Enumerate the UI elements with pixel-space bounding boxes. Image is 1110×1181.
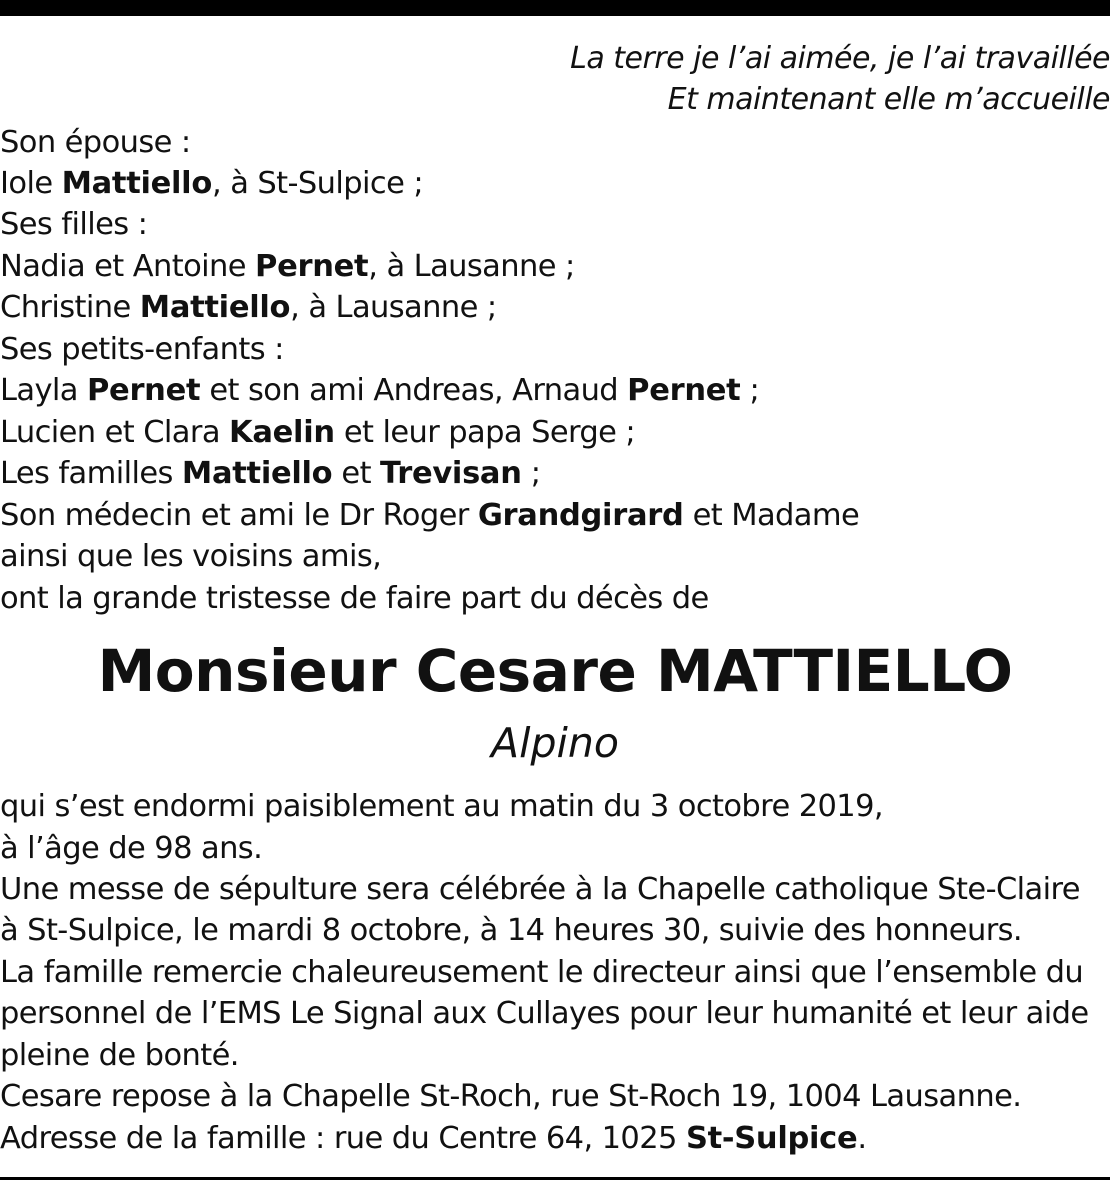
family-line: Ses petits-enfants :	[0, 332, 284, 367]
surname: Trevisan	[380, 456, 522, 491]
surname: Pernet	[627, 373, 741, 408]
family-line: Son épouse :	[0, 125, 191, 160]
surname: Mattiello	[61, 166, 212, 201]
surname: Grandgirard	[477, 498, 684, 533]
details-line: à St-Sulpice, le mardi 8 octobre, à 14 heures 30, suivie des honneurs.	[0, 913, 1023, 948]
surname: Pernet	[255, 249, 369, 284]
epigraph-line: Et maintenant elle m’accueille	[667, 82, 1110, 117]
family-line: Lucien et Clara Kaelin et leur papa Serge ;	[0, 415, 636, 450]
family-line: Son médecin et ami le Dr Roger Grandgirard et Madame	[0, 498, 860, 533]
epigraph-line: La terre je l’ai aimée, je l’ai travaillée	[570, 41, 1110, 76]
details-line: Adresse de la famille : rue du Centre 64, 1025 St-Sulpice.	[0, 1121, 867, 1156]
epigraph	[0, 38, 1110, 120]
details-line: qui s’est endormi paisiblement au matin du 3 octobre 2019,	[0, 789, 884, 824]
family-line: Christine Mattiello, à Lausanne ;	[0, 290, 497, 325]
details-line: personnel de l’EMS Le Signal aux Cullayes pour leur humanité et leur aide	[0, 996, 1089, 1031]
surname: Pernet	[87, 373, 201, 408]
family-line: Ses filles :	[0, 207, 148, 242]
family-line: Iole Mattiello, à St-Sulpice ;	[0, 166, 424, 201]
family-line: ainsi que les voisins amis,	[0, 539, 382, 574]
family-line: Nadia et Antoine Pernet, à Lausanne ;	[0, 249, 575, 284]
family-line: Layla Pernet et son ami Andreas, Arnaud Pernet ;	[0, 373, 760, 408]
family-line: Les familles Mattiello et Trevisan ;	[0, 456, 541, 491]
details-line: Une messe de sépulture sera célébrée à la Chapelle catholique Ste-Claire	[0, 872, 1080, 907]
surname: Mattiello	[181, 456, 333, 491]
surname: Mattiello	[139, 290, 291, 325]
top-rule	[0, 0, 1110, 16]
details-line: à l’âge de 98 ans.	[0, 831, 263, 866]
details-line: Cesare repose à la Chapelle St-Roch, rue St-Roch 19, 1004 Lausanne.	[0, 1079, 1022, 1114]
details-line: pleine de bonté.	[0, 1038, 239, 1073]
surname: Kaelin	[229, 415, 335, 450]
details-line: La famille remercie chaleureusement le directeur ainsi que l’ensemble du	[0, 955, 1084, 990]
deceased-name: Monsieur Cesare MATTIELLO	[97, 637, 1013, 705]
deceased-nickname: Alpino	[491, 719, 619, 767]
family-line: ont la grande tristesse de faire part du décès de	[0, 581, 709, 616]
bottom-rule	[0, 1177, 1110, 1180]
place-name: St-Sulpice	[685, 1121, 858, 1156]
